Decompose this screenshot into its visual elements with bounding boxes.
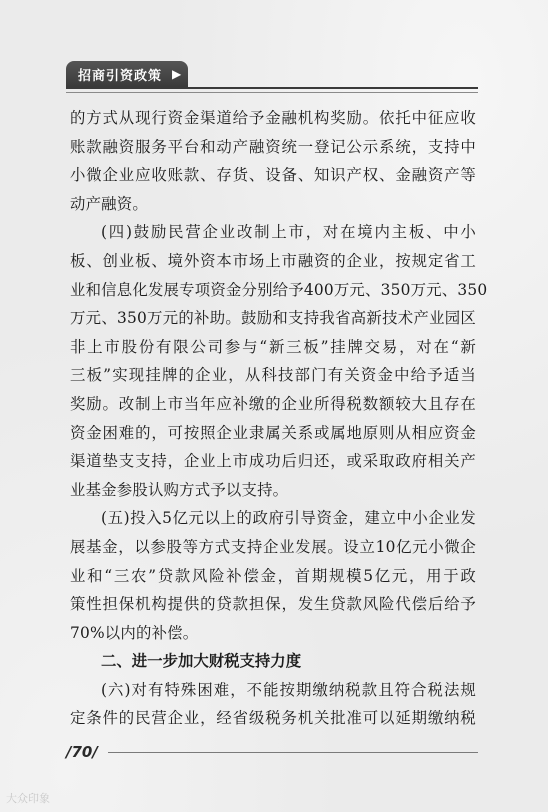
text-line: 账款融资服务平台和动产融资统一登记公示系统，支持中: [70, 137, 476, 156]
paragraph-start-line: (五)投入5亿元以上的政府引导资金，建立中小企业发: [101, 509, 476, 528]
text-line: 三板”实现挂牌的企业，从科技部门有关资金中给予适当: [70, 366, 476, 385]
text-line: 业和信息化发展专项资金分别给予400万元、350万元、350: [70, 280, 488, 299]
text-line: 策性担保机构提供的贷款担保，发生贷款风险代偿后给予: [70, 595, 476, 614]
paragraph-start-line: (六)对有特殊困难，不能按期缴纳税款且符合税法规: [101, 680, 476, 699]
text-line: 万元、350万元的补助。鼓励和支持我省高新技术产业园区: [70, 309, 476, 328]
text-line: 70%以内的补偿。: [70, 623, 199, 642]
section-tab: [66, 61, 188, 87]
text-line: 展基金，以参股等方式支持企业发展。设立10亿元小微企: [70, 537, 476, 556]
header-rule: [66, 87, 478, 89]
body-text: [70, 104, 488, 733]
footer-rule: [108, 752, 478, 753]
text-line: 业基金参股认购方式予以支持。: [70, 480, 289, 499]
watermark: 大众印象: [6, 792, 50, 805]
text-line: 业和“三农”贷款风险补偿金，首期规模5亿元，用于政: [70, 566, 476, 585]
arrow-right-icon: ▶: [172, 67, 182, 81]
header-rule-thin: [66, 92, 478, 93]
section-heading: 二、进一步加大财税支持力度: [101, 652, 302, 671]
section-title: 招商引资政策: [78, 68, 163, 84]
paragraph-start-line: (四)鼓励民营企业改制上市，对在境内主板、中小: [101, 223, 476, 242]
text-line: 资金困难的，可按照企业隶属关系或属地原则从相应资金: [70, 423, 476, 442]
text-line: 非上市股份有限公司参与“新三板”挂牌交易，对在“新: [70, 337, 476, 356]
text-line: 定条件的民营企业，经省级税务机关批准可以延期缴纳税: [70, 709, 476, 728]
text-line: 渠道垫支支持，企业上市成功后归还，或采取政府相关产: [70, 452, 476, 471]
page-number: /70/: [66, 743, 98, 761]
text-line: 小微企业应收账款、存货、设备、知识产权、金融资产等: [70, 166, 476, 185]
text-line: 动产融资。: [70, 194, 148, 213]
text-line: 的方式从现行资金渠道给予金融机构奖励。依托中征应收: [70, 109, 476, 127]
text-line: 奖励。改制上市当年应补缴的企业所得税数额较大且存在: [70, 394, 476, 413]
text-line: 板、创业板、境外资本市场上市融资的企业，按规定省工: [70, 251, 476, 270]
